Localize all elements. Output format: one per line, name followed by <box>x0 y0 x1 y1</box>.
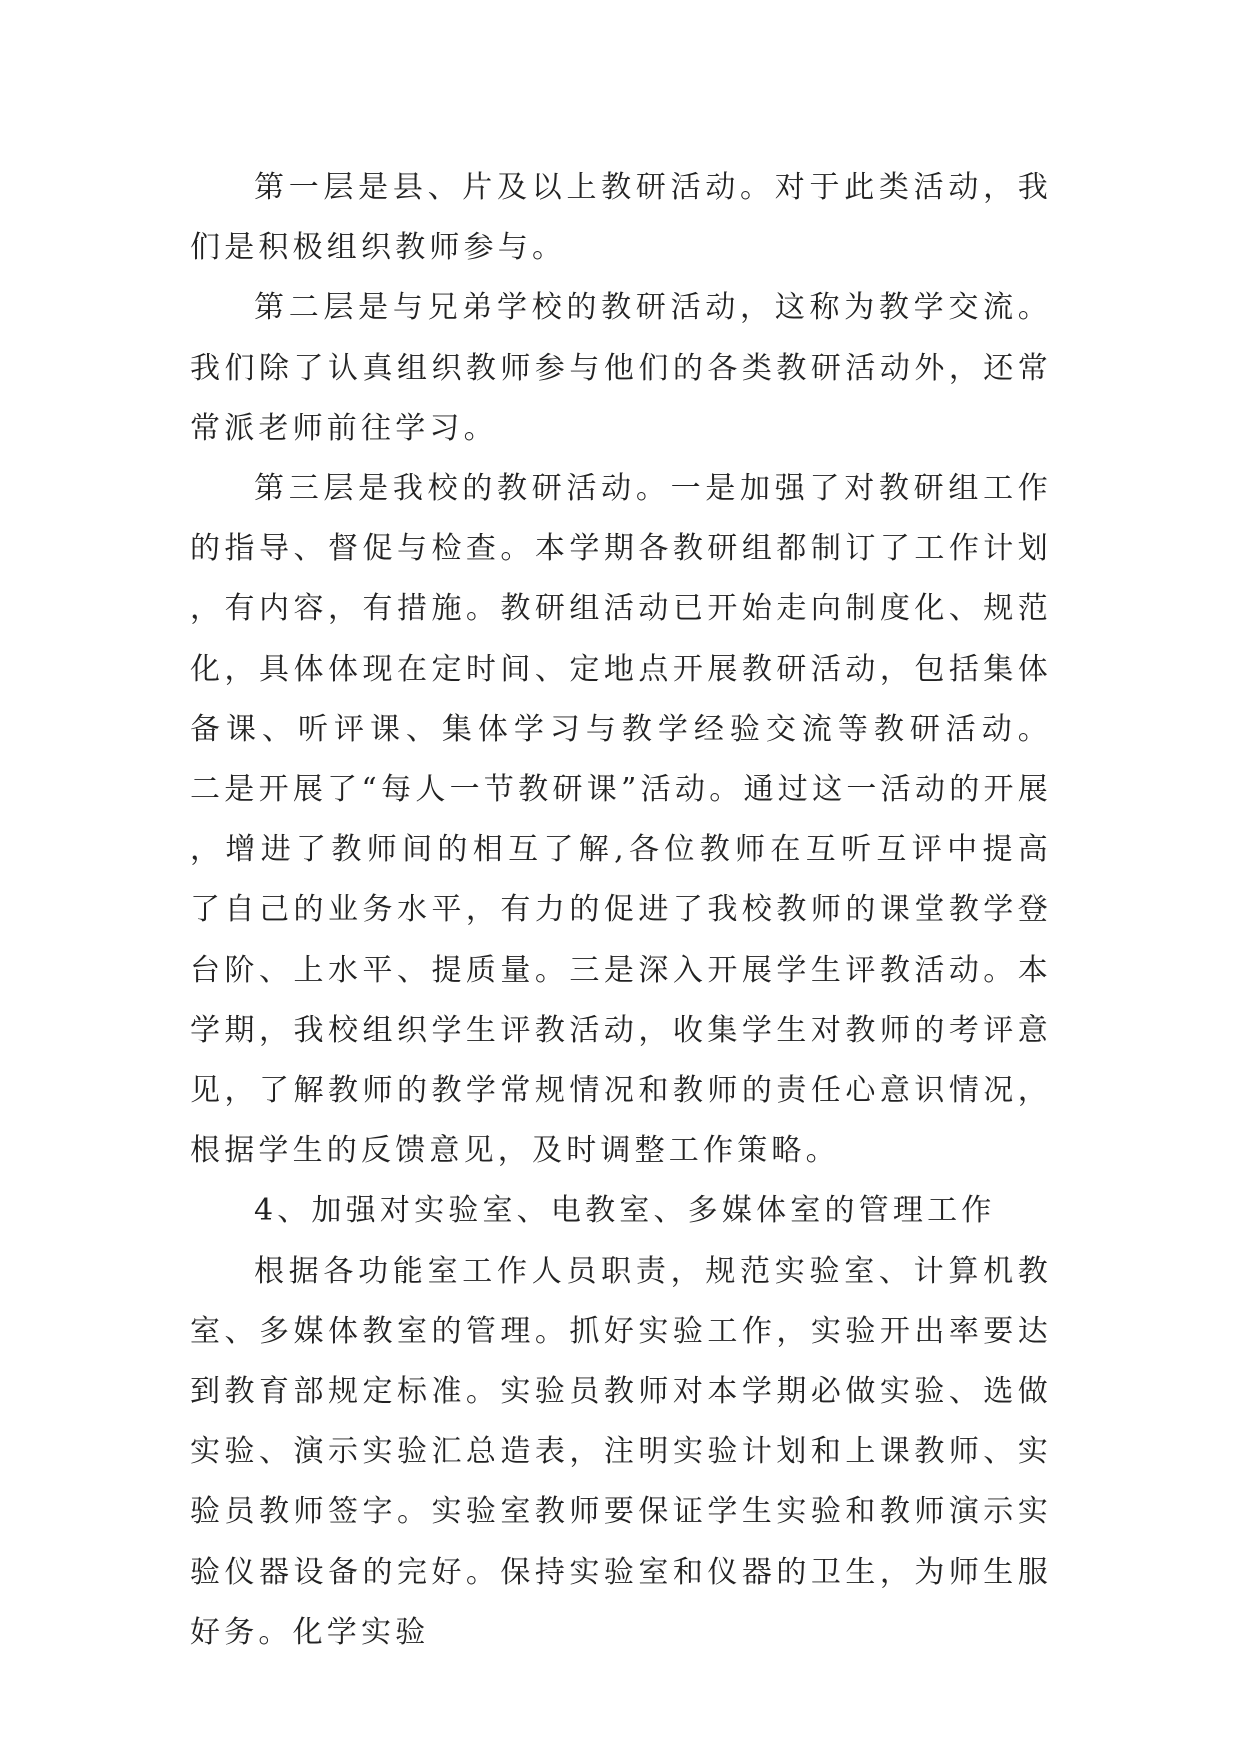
paragraph-lab-management: 根据各功能室工作人员职责，规范实验室、计算机教室、多媒体教室的管理。抓好实验工作，实验开出率要达到教育部规定标准。实验员教师对本学期必做实验、选做实验、演示实验汇总造表，注明实验计划和上课教师、实验员教师签字。实验室教师要保证学生实验和教师演示实验仪器设备的完好。保持实验室和仪器的卫生，为师生服好务。化学实验 <box>190 1253 1052 1650</box>
paragraph-third-level: 第三层是我校的教研活动。一是加强了对教研组工作的指导、督促与检查。本学期各教研组都制订了工作计划，有内容，有措施。教研组活动已开始走向制度化、规范化，具体体现在定时间、定地点开展教研活动，包括集体备课、听评课、集体学习与教学经验交流等教研活动。 二是开展了“每人一节教研课”活动。通过这一活动的开展，增进了教师间的相互了解,各位教师在互听互评中提高了自己的业务水平，有力的促进了我校教师的课堂教学登台阶、上水平、提质量。三是深入开展学生评教活动。本学期，我校组织学生评教活动，收集学生对教师的考评意见，了解教师的教学常规情况和教师的责任心意识情况，根据学生的反馈意见，及时调整工作策略。 <box>190 471 1052 1169</box>
paragraph-second-level: 第二层是与兄弟学校的教研活动，这称为教学交流。我们除了认真组织教师参与他们的各类教研活动外，还常常派老师前往学习。 <box>190 290 1052 446</box>
paragraph-first-level: 第一层是县、片及以上教研活动。对于此类活动，我们是积极组织教师参与。 <box>190 170 1052 266</box>
document-body <box>190 158 1052 1663</box>
section-heading-lab-management: 4、加强对实验室、电教室、多媒体室的管理工作 <box>254 1193 996 1229</box>
